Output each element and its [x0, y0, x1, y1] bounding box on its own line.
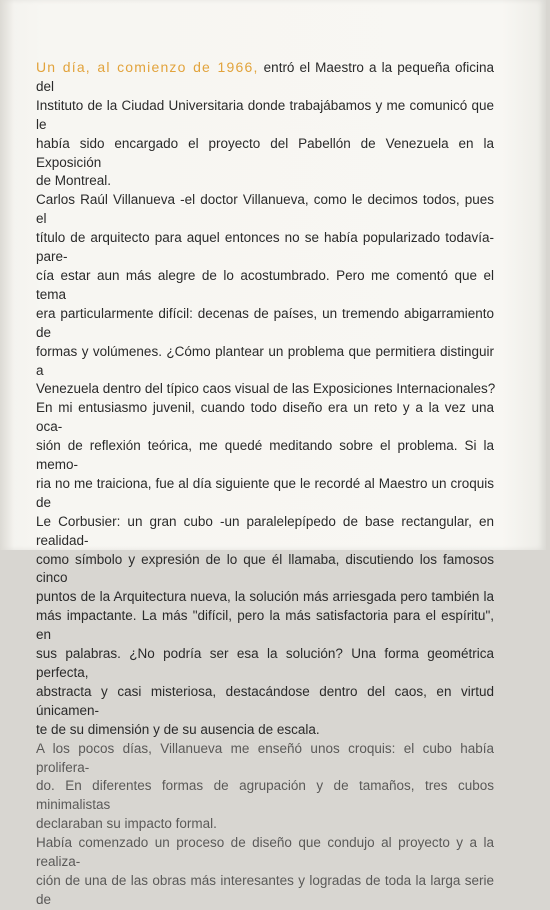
text-line [36, 172, 494, 191]
text-line [36, 437, 494, 475]
text-line [36, 551, 494, 589]
text-line [36, 475, 494, 513]
line-text: Instituto de la Ciudad Universitaria donde trabajábamos y me comunicó que le [36, 97, 494, 132]
line-text: abstracta y casi misteriosa, destacándose dentro del caos, en virtud únicamen- [36, 683, 494, 718]
text-line [36, 683, 494, 721]
line-text: Había comenzado un proceso de diseño que condujo al proyecto y a la realiza- [36, 835, 494, 870]
line-text: Le Corbusier: un gran cubo -un paralelepípedo de base rectangular, en realidad- [36, 513, 494, 548]
line-text: sus palabras. ¿No podría ser esa la solución? Una forma geométrica perfecta, [36, 646, 494, 680]
text-line [36, 815, 494, 834]
line-text: A los pocos días, Villanueva me enseñó unos croquis: el cubo había prolifera- [36, 740, 494, 775]
text-line [36, 343, 494, 381]
text-line [36, 135, 494, 173]
line-text: do. En diferentes formas de agrupación y de tamaños, tres cubos minimalistas [36, 778, 494, 813]
line-text: cía estar aun más alegre de lo acostumbrado. Pero me comentó que el tema [36, 267, 494, 302]
line-text: era particularmente difícil: decenas de países, un tremendo abigarramiento de [36, 305, 494, 340]
text-line [36, 58, 494, 97]
text-line [36, 399, 494, 437]
text-line [36, 191, 494, 229]
line-text: como símbolo y expresión de lo que él llamaba, discutiendo los famosos cinco [36, 551, 494, 586]
text-line [36, 380, 494, 399]
line-text: ria no me traiciona, fue al día siguiente que le recordé al Maestro un croquis de [36, 475, 494, 510]
text-line [36, 267, 494, 305]
text-line [36, 588, 494, 607]
paragraph [36, 399, 494, 739]
body-text [36, 58, 494, 910]
line-text: había sido encargado el proyecto del Pabellón de Venezuela en la Exposición [36, 135, 494, 170]
text-line [36, 834, 494, 872]
line-text: de Montreal. [36, 173, 112, 189]
paragraph [36, 58, 494, 191]
line-text: sión de reflexión teórica, me quedé meditando sobre el problema. Si la memo- [36, 438, 494, 473]
line-text: En mi entusiasmo juvenil, cuando todo diseño era un reto y a la vez una oca- [36, 400, 494, 435]
page-gutter-shadow [0, 0, 14, 550]
text-line [36, 305, 494, 343]
line-text: más impactante. La más "difícil, pero la más satisfactoria para el espíritu", en [36, 608, 494, 643]
paragraph [36, 191, 494, 399]
text-line [36, 513, 494, 551]
paragraph [36, 740, 494, 835]
text-line [36, 607, 494, 645]
text-line [36, 721, 494, 740]
line-text: puntos de la Arquitectura nueva, la solución más arriesgada pero también la [36, 589, 494, 605]
line-text: entró el Maestro a la pequeña oficina del [36, 60, 494, 94]
line-text: formas y volúmenes. ¿Cómo plantear un problema que permitiera distinguir a [36, 343, 494, 378]
text-line [36, 645, 494, 683]
line-text: Carlos Raúl Villanueva -el doctor Villanueva, como le decimos todos, pues el [36, 192, 494, 227]
paragraph [36, 834, 494, 910]
line-text: Venezuela dentro del típico caos visual de las Exposiciones Internacionales? [36, 381, 496, 397]
text-line [36, 872, 494, 910]
text-line [36, 97, 494, 135]
lead-in-phrase: Un día, al comienzo de 1966, [36, 59, 259, 75]
text-line [36, 740, 494, 778]
line-text: título de arquitecto para aquel entonces no se había popularizado todavía- pare- [36, 230, 494, 265]
line-text: declaraban su impacto formal. [36, 816, 217, 832]
line-text: te de su dimensión y de su ausencia de escala. [36, 721, 320, 737]
line-text: ción de una de las obras más interesantes y logradas de toda la larga serie de [36, 872, 494, 907]
text-line [36, 229, 494, 267]
text-line [36, 777, 494, 815]
